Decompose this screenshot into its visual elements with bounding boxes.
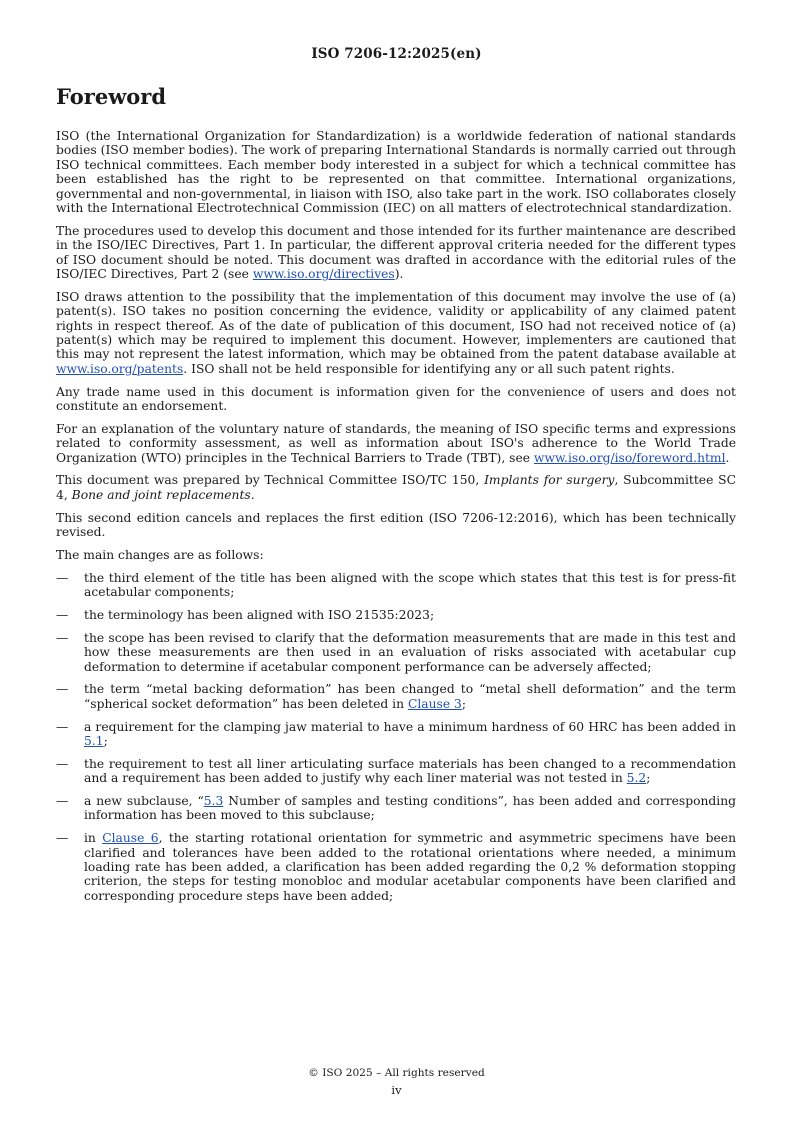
- page-footer: [0, 1067, 793, 1097]
- subclause-5-2-link[interactable]: 5.2: [626, 771, 647, 786]
- dash-bullet: —: [56, 719, 69, 734]
- copyright-notice: © ISO 2025 – All rights reserved: [308, 1067, 485, 1079]
- list-item: — the requirement to test all liner articulating surface materials has been changed to a recommendation and a requirement has been added to justify why each liner material was not tested in 5.2;: [56, 756, 736, 786]
- committee-title: Implants for surgery: [484, 473, 615, 488]
- paragraph-main-changes: The main changes are as follows:: [56, 547, 264, 562]
- page-number: iv: [391, 1083, 402, 1097]
- dash-bullet: —: [56, 630, 69, 645]
- list-item: — in Clause 6, the starting rotational orientation for symmetric and asymmetric specimens have been clarified and tolerances have been added to the rotational orientations where needed, a minimum loading rate has been added, a clarification has been added regarding the 0,2 % deformation stopping criterion, the steps for testing monobloc and modular acetabular components have been clarified and corresponding procedure steps have been added;: [56, 831, 736, 903]
- paragraph-prepared-by: This document was prepared by Technical Committee ISO/TC 150, Implants for surgery, Subcommittee SC 4, Bone and joint replacements.: [56, 473, 736, 502]
- dash-bullet: —: [56, 682, 69, 697]
- paragraph-patents: ISO draws attention to the possibility that the implementation of this document may involve the use of (a) patent(s). ISO takes no position concerning the evidence, validity or applicability of any claimed patent rights in respect thereof. As of the date of publication of this document, ISO had not received notice of (a) patent(s) which may be required to implement this document. However, implementers are cautioned that this may not represent the latest information, which may be obtained from the patent database available at www.iso.org/patents. ISO shall not be held responsible for identifying any or all such patent rights.: [56, 289, 736, 376]
- document-id-header: ISO 7206-12:2025(en): [311, 46, 482, 62]
- changes-list: [56, 571, 736, 903]
- foreword-body: [56, 129, 736, 912]
- paragraph-edition: This second edition cancels and replaces the first edition (ISO 7206-12:2016), which has been technically revised.: [56, 510, 736, 540]
- dash-bullet: —: [56, 607, 69, 622]
- clause-3-link[interactable]: Clause 3: [407, 696, 462, 711]
- list-item: — the term “metal backing deformation” has been changed to “metal shell deformation” and the term “spherical socket deformation” has been deleted in Clause 3;: [56, 682, 736, 711]
- dash-bullet: —: [56, 793, 69, 808]
- list-item: — a new subclause, “5.3 Number of samples and testing conditions”, has been added and corresponding information has been moved to this subclause;: [56, 793, 736, 823]
- paragraph-procedures: The procedures used to develop this document and those intended for its further maintenance are described in the ISO/IEC Directives, Part 1. In particular, the different approval criteria needed for the different types of ISO document should be noted. This document was drafted in accordance with the editorial rules of the ISO/IEC Directives, Part 2 (see www.iso.org/directives).: [56, 223, 736, 282]
- dash-bullet: —: [56, 570, 69, 585]
- list-item: — the scope has been revised to clarify that the deformation measurements that are made in this test and how these measurements are then used in an evaluation of risks associated with acetabular cup deformation to determine if acetabular component performance can be adversely affected;: [56, 630, 736, 674]
- list-item: — a requirement for the clamping jaw material to have a minimum hardness of 60 HRC has been added in 5.1;: [56, 719, 736, 748]
- clause-6-link[interactable]: Clause 6: [102, 831, 159, 846]
- foreword-link[interactable]: www.iso.org/iso/foreword.html: [533, 450, 726, 465]
- patents-link[interactable]: www.iso.org/patents: [56, 361, 184, 376]
- subclause-5-1-link[interactable]: 5.1: [84, 733, 104, 748]
- page-title: Foreword: [56, 84, 167, 109]
- list-item: — the terminology has been aligned with ISO 21535:2023;: [56, 607, 435, 622]
- dash-bullet: —: [56, 831, 69, 846]
- paragraph-trade-name: Any trade name used in this document is information given for the convenience of users and does not constitute an endorsement.: [56, 384, 736, 414]
- subclause-5-3-link[interactable]: 5.3: [203, 793, 224, 808]
- paragraph-voluntary-nature: For an explanation of the voluntary nature of standards, the meaning of ISO specific terms and expressions related to conformity assessment, as well as information about ISO's adherence to the World Trade Organization (WTO) principles in the Technical Barriers to Trade (TBT), see www.iso.org/iso/foreword.html.: [56, 421, 736, 465]
- subcommittee-title: Bone and joint replacements: [71, 487, 251, 502]
- directives-link[interactable]: www.iso.org/directives: [252, 267, 395, 282]
- list-item: — the third element of the title has been aligned with the scope which states that this test is for press-fit acetabular components;: [56, 570, 736, 600]
- paragraph-iso-overview: ISO (the International Organization for Standardization) is a worldwide federation of national standards bodies (ISO member bodies). The work of preparing International Standards is normally carried out through ISO technical committees. Each member body interested in a subject for which a technical committee has been established has the right to be represented on that committee. International organizations, governmental and non-governmental, in liaison with ISO, also take part in the work. ISO collaborates closely with the International Electrotechnical Commission (IEC) on all matters of electrotechnical standardization.: [56, 129, 736, 216]
- dash-bullet: —: [56, 756, 69, 771]
